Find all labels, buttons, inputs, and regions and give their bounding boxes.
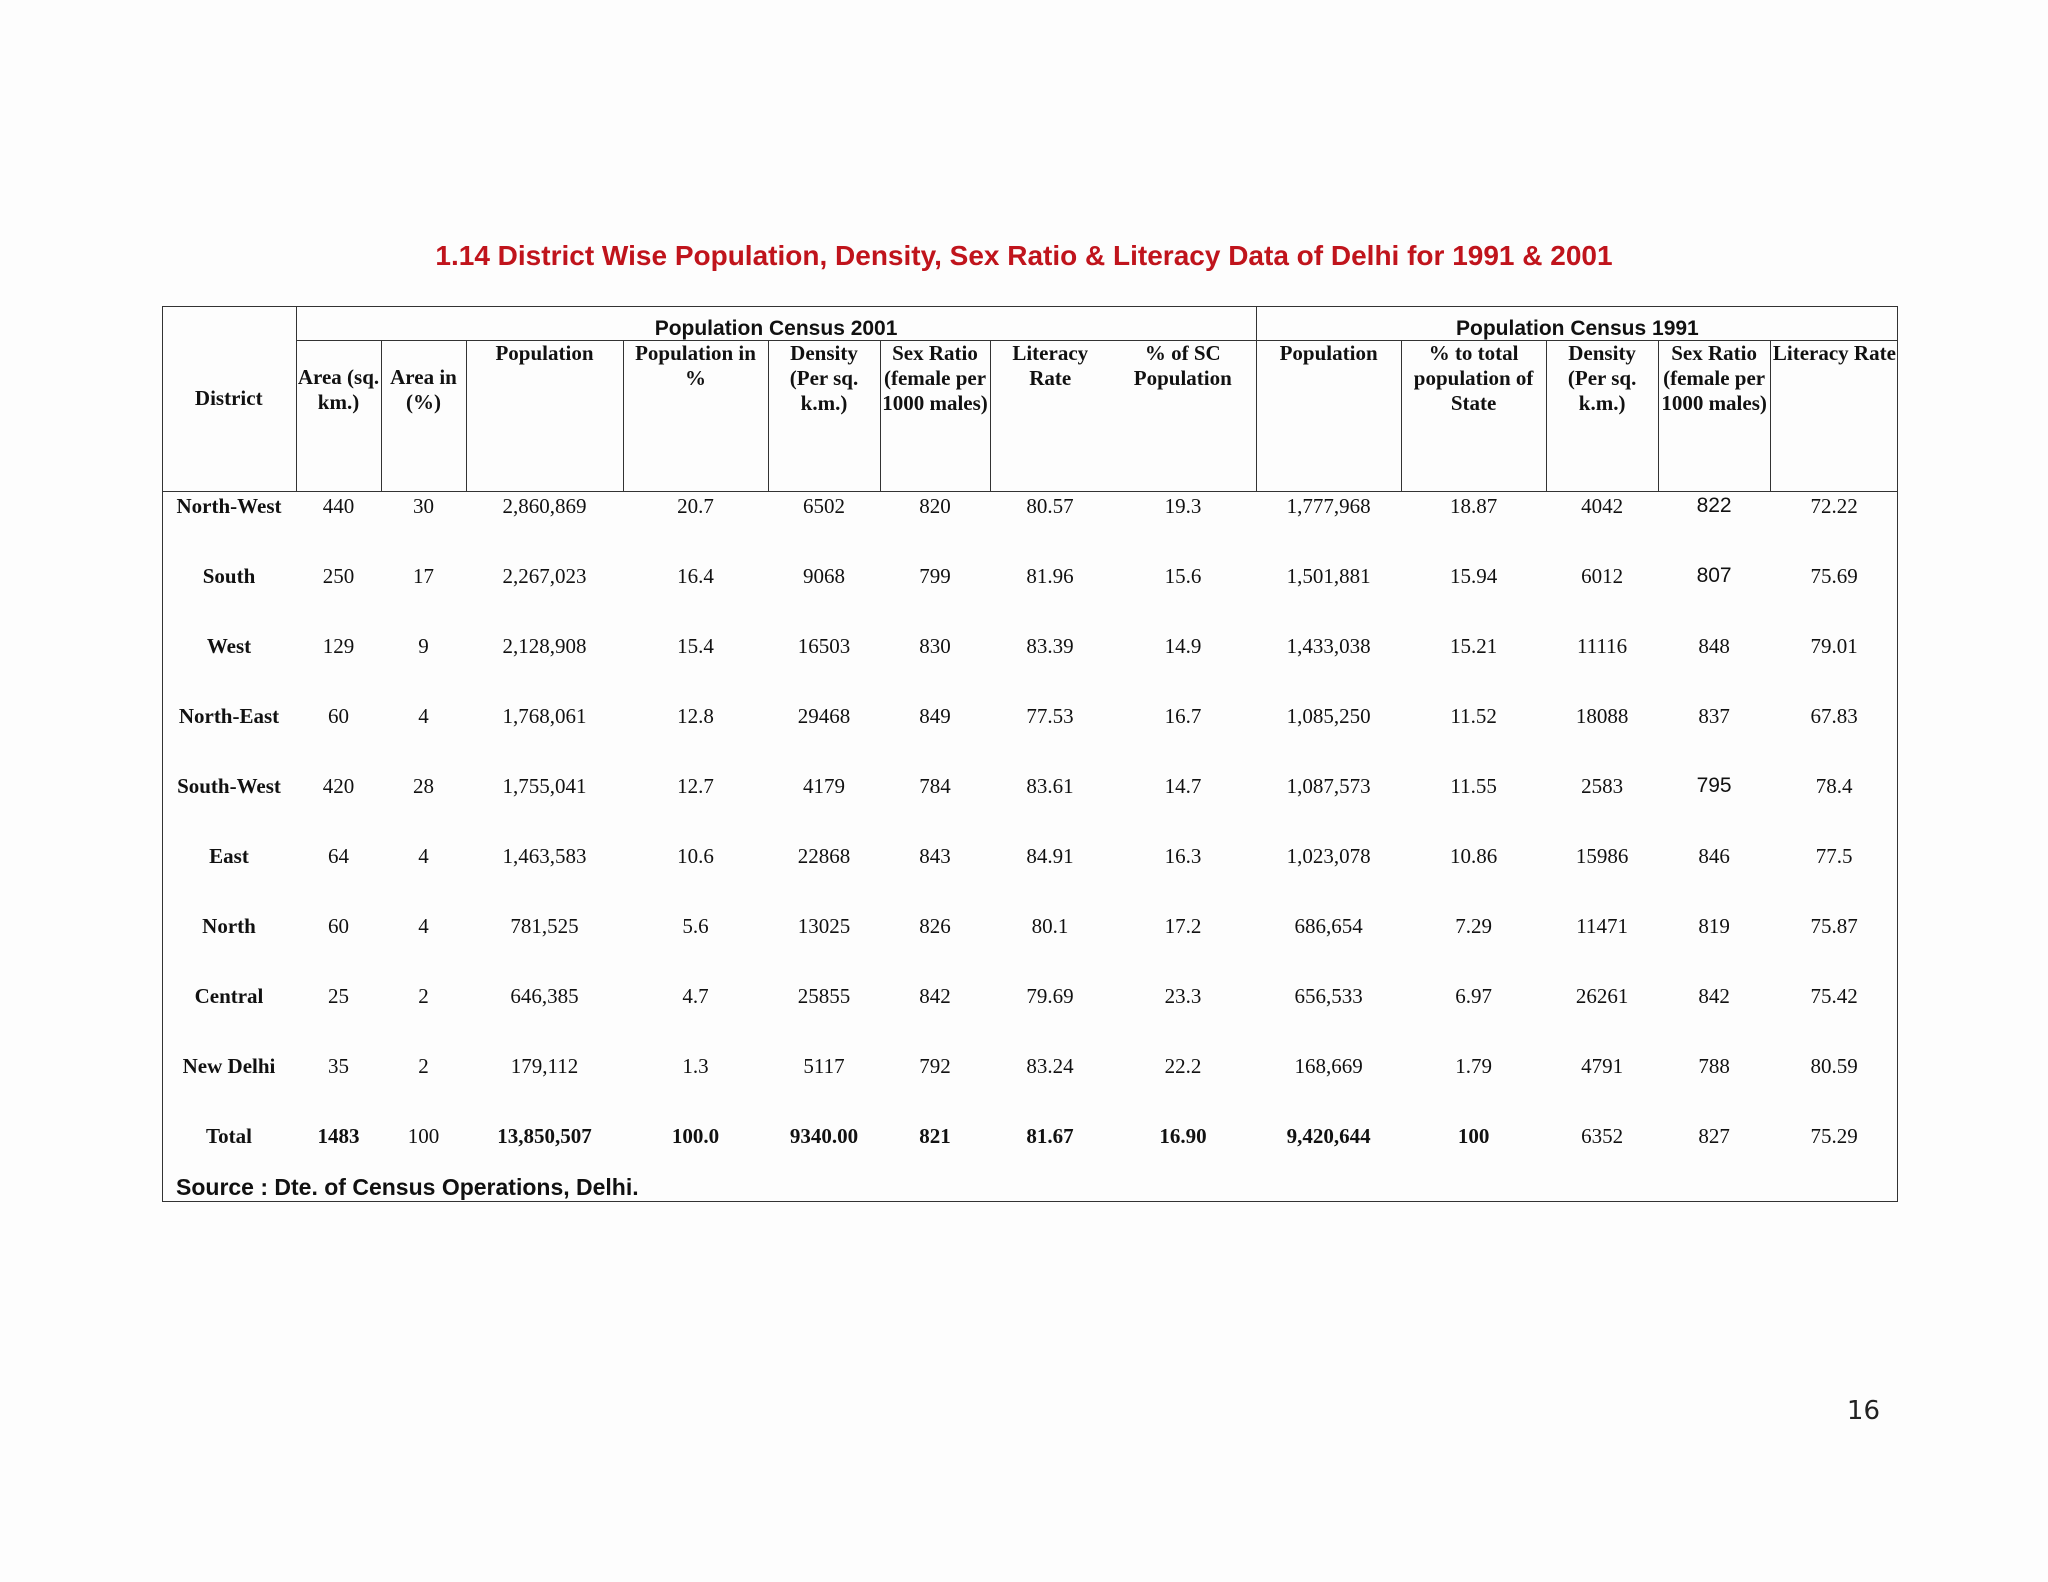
cell-sc-pct: 22.2 — [1164, 1054, 1202, 1078]
cell-pct-state-1991: 15.21 — [1449, 634, 1498, 658]
cell-pop-pct: 10.6 — [677, 844, 714, 868]
page-number: 16 — [1846, 1396, 1880, 1426]
cell-pop-pct: 20.7 — [677, 494, 714, 518]
population-2001-header: Population — [466, 341, 623, 492]
cell-density-1991: 4791 — [1581, 1054, 1624, 1078]
cell-literacy-1991: 80.59 — [1810, 1054, 1858, 1078]
literacy-1991-header: Literacy Rate — [1770, 341, 1898, 492]
cell-sex-ratio-1991: 807 — [1696, 564, 1732, 587]
cell-district: South — [202, 564, 256, 588]
census-1991-header: Population Census 1991 — [1256, 306, 1898, 341]
cell-density-2001: 4179 — [803, 774, 845, 798]
cell-pop-1991: 1,087,573 — [1286, 774, 1371, 798]
cell-sex-ratio-1991: 848 — [1698, 634, 1730, 658]
cell-area-pct: 2 — [418, 1054, 429, 1078]
density-2001-header: Density (Per sq. k.m.) — [768, 341, 880, 492]
cell-sex-ratio-1991: 795 — [1696, 774, 1732, 797]
cell-pop-pct: 16.4 — [677, 564, 714, 588]
cell-density-1991: 11471 — [1576, 914, 1628, 938]
cell-literacy-1991: 75.69 — [1810, 564, 1858, 588]
cell-sc-pct: 15.6 — [1164, 564, 1202, 588]
cell-sex-ratio-1991: 822 — [1696, 494, 1732, 517]
cell-pop-2001: 1,768,061 — [502, 704, 587, 728]
table-row — [162, 982, 1898, 1052]
cell-density-1991: 4042 — [1581, 494, 1624, 518]
cell-pct-state-1991: 7.29 — [1455, 914, 1492, 938]
cell-sex-ratio-2001: 799 — [919, 564, 951, 588]
cell-sex-ratio-2001: 830 — [919, 634, 951, 658]
area-pct-header: Area in (%) — [381, 341, 466, 492]
cell-sex-ratio-2001: 792 — [919, 1054, 951, 1078]
table-body — [162, 492, 1898, 1193]
cell-pop-1991: 1,023,078 — [1286, 844, 1371, 868]
cell-sex-ratio-2001: 842 — [919, 984, 951, 1008]
cell-pop-pct: 15.4 — [677, 634, 714, 658]
table-row — [162, 842, 1898, 912]
cell-area-pct: 28 — [413, 774, 434, 798]
cell-density-2001: 22868 — [797, 844, 851, 868]
cell-district: North-East — [178, 704, 280, 728]
cell-literacy-2001: 81.96 — [1026, 564, 1074, 588]
cell-density-2001: 9340.00 — [789, 1124, 859, 1148]
cell-literacy-2001: 80.57 — [1026, 494, 1074, 518]
cell-sex-ratio-2001: 843 — [919, 844, 951, 868]
cell-district: East — [209, 844, 249, 868]
cell-literacy-1991: 67.83 — [1810, 704, 1858, 728]
cell-sex-ratio-1991: 846 — [1698, 844, 1730, 868]
cell-district: South-West — [177, 774, 281, 798]
cell-sc-pct: 23.3 — [1164, 984, 1202, 1008]
cell-sex-ratio-2001: 821 — [919, 1124, 951, 1148]
sc-population-header: % of SC Population — [1110, 341, 1256, 492]
cell-density-2001: 13025 — [797, 914, 851, 938]
cell-area-pct: 4 — [418, 844, 429, 868]
cell-pop-pct: 100.0 — [671, 1124, 720, 1148]
cell-literacy-1991: 78.4 — [1815, 774, 1853, 798]
cell-pop-2001: 13,850,507 — [497, 1124, 592, 1148]
cell-pop-1991: 168,669 — [1294, 1054, 1363, 1078]
cell-sc-pct: 16.90 — [1159, 1124, 1207, 1148]
table-row — [162, 1052, 1898, 1122]
cell-pct-state-1991: 11.55 — [1450, 774, 1497, 798]
cell-pop-2001: 1,755,041 — [502, 774, 587, 798]
cell-district: New Delhi — [182, 1054, 276, 1078]
sex-ratio-1991-header: Sex Ratio (female per 1000 males) — [1658, 341, 1770, 492]
cell-sex-ratio-2001: 784 — [919, 774, 951, 798]
cell-pop-2001: 2,860,869 — [502, 494, 587, 518]
cell-literacy-1991: 77.5 — [1815, 844, 1853, 868]
cell-district: Total — [206, 1124, 252, 1148]
sex-ratio-2001-header: Sex Ratio (female per 1000 males) — [880, 341, 990, 492]
cell-area-pct: 30 — [413, 494, 434, 518]
cell-area-pct: 2 — [418, 984, 429, 1008]
cell-literacy-2001: 83.39 — [1026, 634, 1074, 658]
cell-literacy-2001: 84.91 — [1026, 844, 1074, 868]
cell-pop-pct: 1.3 — [682, 1054, 709, 1078]
cell-sc-pct: 14.7 — [1164, 774, 1202, 798]
cell-area: 420 — [322, 774, 355, 798]
population-pct-header: Population in % — [623, 341, 768, 492]
cell-density-1991: 26261 — [1575, 984, 1629, 1008]
cell-district: North — [202, 914, 256, 938]
cell-district: North-West — [176, 494, 282, 518]
cell-density-1991: 18088 — [1575, 704, 1629, 728]
cell-sex-ratio-2001: 820 — [919, 494, 951, 518]
cell-pop-1991: 1,085,250 — [1286, 704, 1371, 728]
population-1991-header: Population — [1256, 341, 1401, 492]
cell-sex-ratio-1991: 827 — [1698, 1124, 1730, 1148]
cell-area: 129 — [322, 634, 355, 658]
cell-pop-pct: 12.8 — [677, 704, 714, 728]
cell-area: 440 — [322, 494, 355, 518]
cell-area: 60 — [328, 914, 349, 938]
table-row — [162, 632, 1898, 702]
cell-pop-2001: 646,385 — [510, 984, 579, 1008]
cell-literacy-2001: 79.69 — [1026, 984, 1074, 1008]
cell-literacy-2001: 80.1 — [1031, 914, 1069, 938]
cell-literacy-1991: 79.01 — [1810, 634, 1858, 658]
cell-sex-ratio-1991: 837 — [1698, 704, 1730, 728]
cell-pop-1991: 1,501,881 — [1286, 564, 1371, 588]
table-row — [162, 492, 1898, 563]
cell-density-1991: 15986 — [1575, 844, 1629, 868]
table-title: 1.14 District Wise Population, Density, Sex Ratio & Literacy Data of Delhi for 1991 & 2001 — [435, 240, 1613, 271]
cell-pop-pct: 4.7 — [682, 984, 709, 1008]
source-note: Source : Dte. of Census Operations, Delhi. — [176, 1174, 639, 1200]
cell-literacy-2001: 77.53 — [1026, 704, 1074, 728]
cell-area-pct: 17 — [413, 564, 434, 588]
cell-pop-2001: 179,112 — [510, 1054, 579, 1078]
cell-literacy-2001: 83.61 — [1026, 774, 1074, 798]
cell-pct-state-1991: 10.86 — [1449, 844, 1498, 868]
cell-sex-ratio-2001: 849 — [919, 704, 951, 728]
cell-area-pct: 4 — [418, 914, 429, 938]
cell-area-pct: 4 — [418, 704, 429, 728]
cell-area: 60 — [328, 704, 349, 728]
cell-literacy-1991: 75.42 — [1810, 984, 1858, 1008]
area-sqkm-header: Area (sq. km.) — [296, 341, 381, 492]
cell-pop-2001: 1,463,583 — [502, 844, 587, 868]
cell-density-1991: 2583 — [1581, 774, 1624, 798]
cell-literacy-1991: 75.29 — [1810, 1124, 1858, 1148]
census-table — [162, 306, 1898, 1192]
cell-pct-state-1991: 1.79 — [1455, 1054, 1492, 1078]
pct-state-1991-header: % to total population of State — [1401, 341, 1546, 492]
table-row — [162, 562, 1898, 632]
cell-pop-2001: 781,525 — [510, 914, 579, 938]
cell-pct-state-1991: 15.94 — [1449, 564, 1498, 588]
cell-area: 250 — [322, 564, 355, 588]
cell-density-1991: 11116 — [1577, 634, 1628, 658]
cell-literacy-2001: 83.24 — [1026, 1054, 1074, 1078]
cell-density-1991: 6012 — [1581, 564, 1624, 588]
cell-pop-1991: 656,533 — [1294, 984, 1363, 1008]
cell-literacy-1991: 75.87 — [1810, 914, 1858, 938]
cell-sex-ratio-1991: 842 — [1698, 984, 1730, 1008]
cell-pop-2001: 2,267,023 — [502, 564, 587, 588]
cell-district: Central — [194, 984, 264, 1008]
cell-area-pct: 100 — [407, 1124, 440, 1148]
cell-sex-ratio-1991: 819 — [1698, 914, 1730, 938]
cell-density-2001: 29468 — [797, 704, 851, 728]
cell-pct-state-1991: 11.52 — [1450, 704, 1497, 728]
cell-sc-pct: 14.9 — [1164, 634, 1202, 658]
cell-pct-state-1991: 6.97 — [1455, 984, 1492, 1008]
density-1991-header: Density (Per sq. k.m.) — [1546, 341, 1658, 492]
cell-density-2001: 5117 — [803, 1054, 845, 1078]
cell-density-2001: 25855 — [797, 984, 851, 1008]
cell-density-2001: 6502 — [803, 494, 845, 518]
district-header: District — [162, 306, 296, 492]
cell-area: 1483 — [317, 1124, 360, 1148]
cell-area: 35 — [328, 1054, 349, 1078]
cell-area: 25 — [328, 984, 349, 1008]
cell-pct-state-1991: 100 — [1457, 1124, 1490, 1148]
table-row — [162, 702, 1898, 772]
cell-pop-1991: 9,420,644 — [1286, 1124, 1371, 1148]
cell-density-1991: 6352 — [1581, 1124, 1624, 1148]
cell-pop-pct: 12.7 — [677, 774, 714, 798]
census-2001-header: Population Census 2001 — [296, 306, 1256, 341]
cell-pop-1991: 1,777,968 — [1286, 494, 1371, 518]
cell-sc-pct: 17.2 — [1164, 914, 1202, 938]
cell-literacy-1991: 72.22 — [1810, 494, 1858, 518]
cell-density-2001: 16503 — [797, 634, 851, 658]
cell-pop-pct: 5.6 — [682, 914, 709, 938]
cell-density-2001: 9068 — [803, 564, 845, 588]
cell-area-pct: 9 — [418, 634, 429, 658]
cell-sex-ratio-2001: 826 — [919, 914, 951, 938]
cell-pop-1991: 1,433,038 — [1286, 634, 1371, 658]
cell-sc-pct: 16.3 — [1164, 844, 1202, 868]
cell-area: 64 — [328, 844, 349, 868]
literacy-2001-header: Literacy Rate — [990, 341, 1110, 492]
cell-sc-pct: 16.7 — [1164, 704, 1202, 728]
cell-pop-1991: 686,654 — [1294, 914, 1363, 938]
cell-sc-pct: 19.3 — [1164, 494, 1202, 518]
cell-literacy-2001: 81.67 — [1026, 1124, 1074, 1148]
cell-pop-2001: 2,128,908 — [502, 634, 587, 658]
table-row — [162, 912, 1898, 982]
cell-pct-state-1991: 18.87 — [1449, 494, 1498, 518]
table-row — [162, 772, 1898, 842]
cell-district: West — [206, 634, 252, 658]
cell-sex-ratio-1991: 788 — [1698, 1054, 1730, 1078]
